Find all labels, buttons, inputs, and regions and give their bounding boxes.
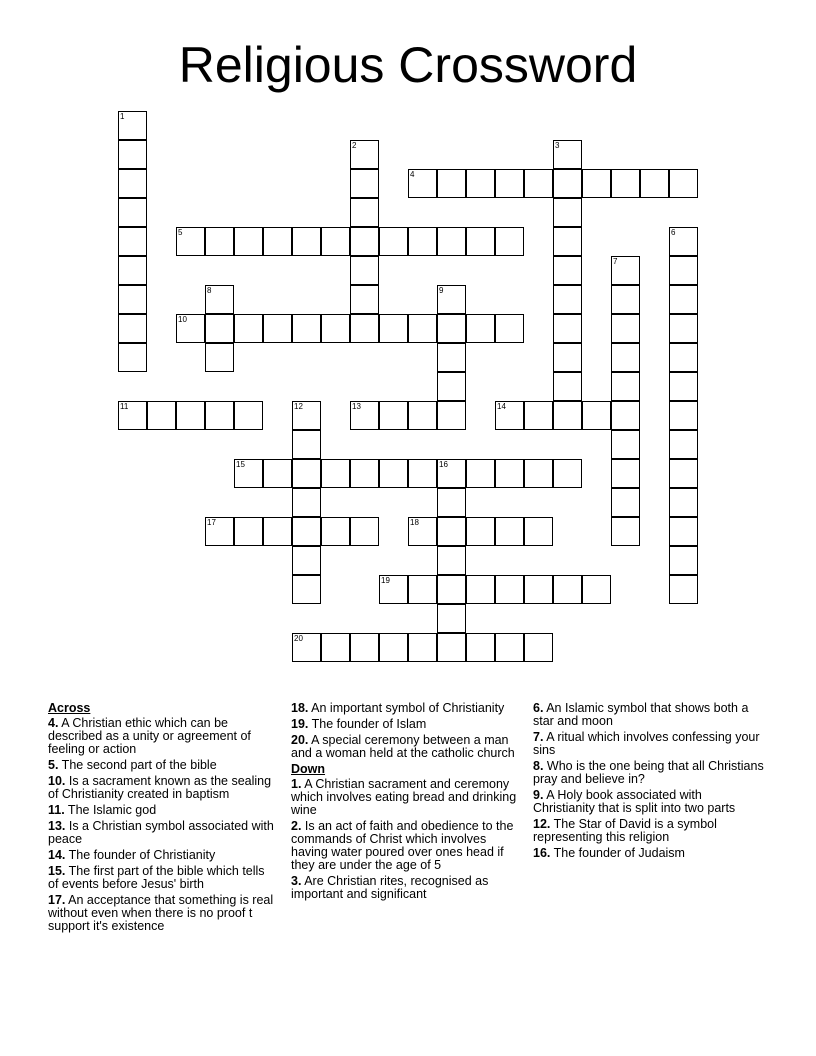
clue-text: A Holy book associated with Christianity that is split into two parts [533,788,736,815]
grid-cell[interactable] [437,285,466,314]
clue-number-label: 7 [613,257,618,266]
grid-cell[interactable] [263,459,292,488]
grid-cell[interactable] [524,459,553,488]
grid-cell[interactable] [118,314,147,343]
grid-cell[interactable] [350,227,379,256]
clue-column-2 [291,702,523,904]
clue-item [48,717,276,756]
grid-cell[interactable] [118,111,147,140]
grid-cell[interactable] [669,372,698,401]
clue-text: The second part of the bible [58,758,217,772]
clue-text: An Islamic symbol that shows both a star and moon [533,701,749,728]
grid-cell[interactable] [611,285,640,314]
grid-cell[interactable] [292,401,321,430]
clue-number: 17. [48,893,66,907]
grid-cell[interactable] [611,401,640,430]
grid-cell[interactable] [495,633,524,662]
grid-cell[interactable] [669,285,698,314]
grid-cell[interactable] [495,314,524,343]
clue-item [291,778,523,817]
clue-number-label: 9 [439,286,444,295]
grid-cell[interactable] [292,459,321,488]
clue-item [48,849,276,862]
grid-cell[interactable] [553,227,582,256]
grid-cell[interactable] [234,227,263,256]
grid-cell[interactable] [553,575,582,604]
grid-cell[interactable] [234,517,263,546]
grid-cell[interactable] [669,575,698,604]
grid-cell[interactable] [118,169,147,198]
grid-cell[interactable] [669,401,698,430]
grid-cell[interactable] [263,314,292,343]
grid-cell[interactable] [292,488,321,517]
clue-number-label: 17 [207,518,216,527]
clue-text: Is an act of faith and obedience to the commands of Christ which involves having water poured over ones head if they are under the age of 5 [291,819,514,872]
grid-cell[interactable] [553,401,582,430]
clue-number-label: 6 [671,228,676,237]
grid-cell[interactable] [524,633,553,662]
grid-cell[interactable] [350,198,379,227]
grid-cell[interactable] [379,227,408,256]
grid-cell[interactable] [350,256,379,285]
grid-cell[interactable] [350,401,379,430]
grid-cell[interactable] [611,430,640,459]
grid-cell[interactable] [466,227,495,256]
clue-item [48,759,276,772]
clue-number-label: 2 [352,141,357,150]
grid-cell[interactable] [321,314,350,343]
grid-cell[interactable] [205,401,234,430]
grid-cell[interactable] [669,459,698,488]
grid-cell[interactable] [408,633,437,662]
clue-item [48,804,276,817]
clue-item [533,818,765,844]
clue-number: 13. [48,819,66,833]
grid-cell[interactable] [669,256,698,285]
grid-cell[interactable] [495,517,524,546]
clue-number: 7. [533,730,544,744]
clue-number-label: 13 [352,402,361,411]
grid-cell[interactable] [292,575,321,604]
grid-cell[interactable] [611,517,640,546]
clue-number: 5. [48,758,59,772]
grid-cell[interactable] [437,343,466,372]
grid-cell[interactable] [611,343,640,372]
clue-text: The Star of David is a symbol representing this religion [533,817,717,844]
grid-cell[interactable] [350,633,379,662]
clue-item [48,775,276,801]
grid-cell[interactable] [408,517,437,546]
clue-number: 20. [291,733,309,747]
clue-number-label: 1 [120,112,125,121]
grid-cell[interactable] [379,633,408,662]
clue-number: 3. [291,874,302,888]
clue-item [48,894,276,933]
grid-cell[interactable] [466,575,495,604]
grid-cell[interactable] [408,314,437,343]
clue-text: Is a Christian symbol associated with peace [48,819,274,846]
clue-number: 16. [533,846,551,860]
grid-cell[interactable] [495,401,524,430]
clue-number-label: 8 [207,286,212,295]
across-heading: Across [48,701,91,715]
grid-cell[interactable] [495,575,524,604]
clue-item [291,734,523,760]
clue-text: The first part of the bible which tells of events before Jesus' birth [48,864,265,891]
grid-cell[interactable] [205,314,234,343]
clue-number: 1. [291,777,302,791]
grid-cell[interactable] [408,401,437,430]
grid-cell[interactable] [321,517,350,546]
grid-cell[interactable] [408,227,437,256]
grid-cell[interactable] [176,227,205,256]
grid-cell[interactable] [118,401,147,430]
grid-cell[interactable] [669,227,698,256]
clue-item [533,731,765,757]
clue-item [291,702,523,715]
grid-cell[interactable] [495,227,524,256]
grid-cell[interactable] [350,285,379,314]
grid-cell[interactable] [524,575,553,604]
grid-cell[interactable] [321,227,350,256]
grid-cell[interactable] [176,401,205,430]
clue-number-label: 19 [381,576,390,585]
grid-cell[interactable] [437,575,466,604]
grid-cell[interactable] [495,169,524,198]
grid-cell[interactable] [147,401,176,430]
grid-cell[interactable] [321,459,350,488]
clue-item [533,702,765,728]
grid-cell[interactable] [350,314,379,343]
clue-number: 10. [48,774,66,788]
grid-cell[interactable] [379,459,408,488]
grid-cell[interactable] [437,372,466,401]
clue-text: An acceptance that something is real without even when there is no proof t support it's existence [48,893,274,933]
clue-number: 11. [48,803,65,817]
grid-cell[interactable] [582,169,611,198]
grid-cell[interactable] [408,575,437,604]
grid-cell[interactable] [292,517,321,546]
grid-cell[interactable] [234,314,263,343]
grid-cell[interactable] [118,198,147,227]
grid-cell[interactable] [118,343,147,372]
grid-cell[interactable] [176,314,205,343]
clue-number: 2. [291,819,302,833]
grid-cell[interactable] [118,285,147,314]
grid-cell[interactable] [611,372,640,401]
grid-cell[interactable] [466,314,495,343]
clue-text: The founder of Judaism [550,846,685,860]
grid-cell[interactable] [437,488,466,517]
clue-number-label: 4 [410,170,415,179]
clue-item [291,718,523,731]
grid-cell[interactable] [205,285,234,314]
grid-cell[interactable] [408,169,437,198]
clue-text: Who is the one being that all Christians pray and believe in? [533,759,764,786]
clue-number: 4. [48,716,59,730]
clue-number: 12. [533,817,551,831]
clue-number: 15. [48,864,66,878]
clue-number: 19. [291,717,309,731]
clue-text: A special ceremony between a man and a woman held at the catholic church [291,733,515,760]
grid-cell[interactable] [292,546,321,575]
grid-cell[interactable] [205,227,234,256]
grid-cell[interactable] [350,140,379,169]
clue-text: The founder of Christianity [65,848,216,862]
clue-text: A Christian ethic which can be described as a unity or agreement of feeling or action [48,716,251,756]
grid-cell[interactable] [350,169,379,198]
grid-cell[interactable] [611,488,640,517]
clue-item [533,760,765,786]
grid-cell[interactable] [437,459,466,488]
clue-text: A Christian sacrament and ceremony which involves eating bread and drinking wine [291,777,517,817]
grid-cell[interactable] [553,314,582,343]
grid-cell[interactable] [553,459,582,488]
grid-cell[interactable] [553,372,582,401]
grid-cell[interactable] [466,169,495,198]
clue-number-label: 15 [236,460,245,469]
grid-cell[interactable] [466,517,495,546]
clue-text: An important symbol of Christianity [308,701,505,715]
clue-number-label: 10 [178,315,187,324]
clue-item [48,865,276,891]
grid-cell[interactable] [408,459,437,488]
clue-number-label: 20 [294,634,303,643]
grid-cell[interactable] [437,169,466,198]
clue-number-label: 18 [410,518,419,527]
grid-cell[interactable] [611,256,640,285]
clue-text: A ritual which involves confessing your sins [533,730,760,757]
grid-cell[interactable] [582,575,611,604]
grid-cell[interactable] [292,430,321,459]
down-heading: Down [291,762,326,776]
clue-column-1 [48,702,276,936]
clue-number: 18. [291,701,309,715]
clue-number: 8. [533,759,544,773]
grid-cell[interactable] [350,459,379,488]
grid-cell[interactable] [292,633,321,662]
grid-cell[interactable] [611,314,640,343]
grid-cell[interactable] [118,227,147,256]
grid-cell[interactable] [495,459,524,488]
grid-cell[interactable] [437,633,466,662]
grid-cell[interactable] [640,169,669,198]
page-title: Religious Crossword [178,37,638,93]
grid-cell[interactable] [553,285,582,314]
grid-cell[interactable] [437,517,466,546]
clue-number: 6. [533,701,544,715]
grid-cell[interactable] [669,314,698,343]
clue-number-label: 14 [497,402,506,411]
grid-cell[interactable] [234,459,263,488]
grid-cell[interactable] [553,256,582,285]
grid-cell[interactable] [669,517,698,546]
grid-cell[interactable] [553,198,582,227]
grid-cell[interactable] [292,227,321,256]
grid-cell[interactable] [321,633,350,662]
grid-cell[interactable] [350,517,379,546]
grid-cell[interactable] [611,169,640,198]
clue-text: Are Christian rites, recognised as important and significant [291,874,489,901]
clue-item [48,820,276,846]
grid-cell[interactable] [553,169,582,198]
grid-cell[interactable] [669,343,698,372]
clue-number-label: 16 [439,460,448,469]
grid-cell[interactable] [466,459,495,488]
clue-number: 14. [48,848,66,862]
grid-cell[interactable] [379,575,408,604]
grid-cell[interactable] [118,256,147,285]
grid-cell[interactable] [669,169,698,198]
grid-cell[interactable] [524,401,553,430]
grid-cell[interactable] [379,401,408,430]
grid-cell[interactable] [669,488,698,517]
grid-cell[interactable] [553,140,582,169]
grid-cell[interactable] [437,314,466,343]
clue-text: The Islamic god [64,803,157,817]
clue-column-3 [533,702,765,863]
clue-text: Is a sacrament known as the sealing of Christianity created in baptism [48,774,272,801]
grid-cell[interactable] [524,169,553,198]
grid-cell[interactable] [205,517,234,546]
clue-item [533,847,765,860]
grid-cell[interactable] [234,401,263,430]
grid-cell[interactable] [437,604,466,633]
grid-cell[interactable] [437,401,466,430]
grid-cell[interactable] [669,430,698,459]
grid-cell[interactable] [379,314,408,343]
clue-item [291,820,523,872]
grid-cell[interactable] [263,517,292,546]
clue-number-label: 11 [120,402,129,411]
grid-cell[interactable] [437,546,466,575]
grid-cell[interactable] [582,401,611,430]
clue-item [533,789,765,815]
grid-cell[interactable] [263,227,292,256]
grid-cell[interactable] [524,517,553,546]
clue-number-label: 12 [294,402,303,411]
clue-item [291,875,523,901]
clue-number: 9. [533,788,544,802]
clue-number-label: 3 [555,141,560,150]
grid-cell[interactable] [437,227,466,256]
clue-text: The founder of Islam [308,717,427,731]
grid-cell[interactable] [118,140,147,169]
grid-cell[interactable] [205,343,234,372]
clue-number-label: 5 [178,228,183,237]
grid-cell[interactable] [466,633,495,662]
grid-cell[interactable] [669,546,698,575]
grid-cell[interactable] [611,459,640,488]
grid-cell[interactable] [553,343,582,372]
grid-cell[interactable] [292,314,321,343]
